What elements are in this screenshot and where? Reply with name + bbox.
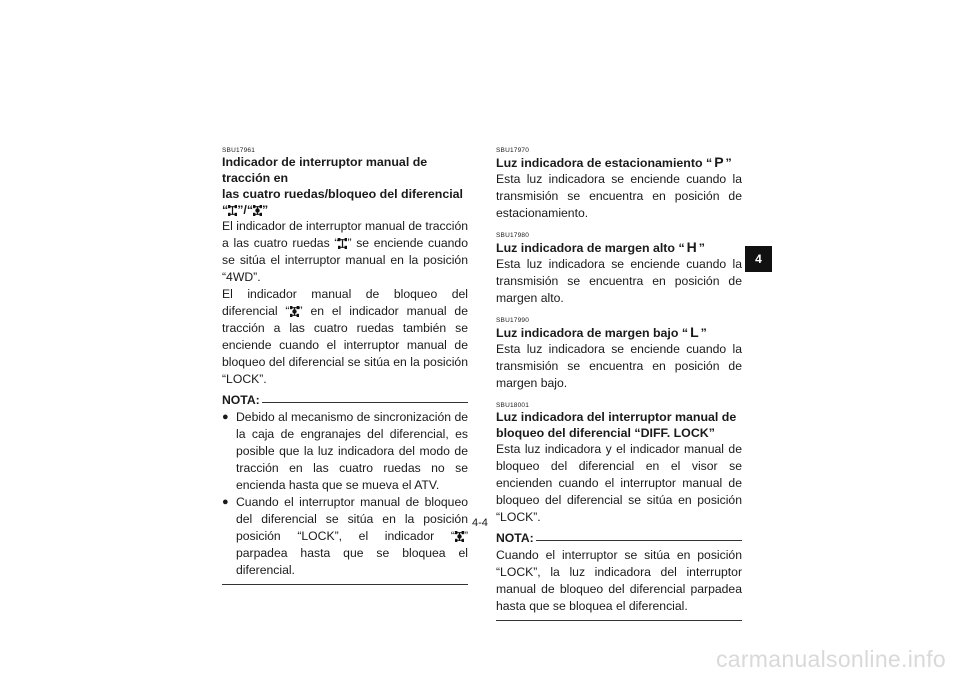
paragraph-diff-lock: El indicador manual de bloqueo del diferencial “ ” en el indicador manual de tracción a las cuatro ruedas también se enciende cuando el interruptor manual de bloqueo del diferencial se sitúa en la posición “LOCK”. <box>222 287 468 386</box>
section-heading-parking: Luz indicadora de estacionamiento “ P ” <box>496 154 732 170</box>
note-end-divider <box>222 584 468 585</box>
note-label: NOTA: <box>496 531 534 545</box>
list-item: ● Debido al mecanismo de sincronización de la caja de engranajes del diferencial, es posible que la luz indicadora del modo de tracción en las cuatro ruedas no se encienda hasta que se mueva el ATV. <box>222 410 468 492</box>
note-header <box>222 392 468 409</box>
note-divider <box>536 540 742 541</box>
section-heading-diff-lock: Luz indicadora del interruptor manual de bloqueo del diferencial “DIFF. LOCK” <box>496 410 737 440</box>
section-code: SBU17970 <box>496 147 530 154</box>
section-code: SBU17961 <box>222 147 256 154</box>
chapter-tab: 4 <box>745 246 772 272</box>
section-heading-high-range: Luz indicadora de margen alto “ H ” <box>496 239 705 255</box>
paragraph-4wd: El indicador de interruptor manual de tracción a las cuatro ruedas “ ” se enciende cuando se sitúa el interruptor manual en la posición “4WD”. <box>222 219 468 284</box>
list-item: ● Cuando el interruptor manual de bloqueo del diferencial se sitúa en la posición posición “LOCK”, el indicador “ ” parpadea hasta que se bloquea el diferencial. <box>222 495 468 577</box>
section-code: SBU17980 <box>496 232 530 239</box>
note-divider <box>262 402 468 403</box>
differential-lock-icon <box>290 306 299 317</box>
note-body: Cuando el interruptor se sitúa en posición “LOCK”, la luz indicadora del interruptor manual de bloqueo del diferencial parpadea hasta que se bloquea el diferencial. <box>496 548 742 613</box>
paragraph-high-range: Esta luz indicadora se enciende cuando la transmisión se encuentra en posición de margen alto. <box>496 257 742 305</box>
paragraph-diff-lock-light: Esta luz indicadora y el indicador manual de bloqueo del diferencial en el visor se encienden cuando el interruptor manual de bloqueo del diferencial se sitúa en posición “LOCK”. <box>496 442 742 524</box>
watermark: carmanualsonline.info <box>715 646 946 672</box>
note-label: NOTA: <box>222 393 260 407</box>
differential-lock-icon <box>253 205 262 216</box>
section-code: SBU17990 <box>496 317 530 324</box>
four-wheel-drive-icon <box>228 205 237 216</box>
bullet-icon: ● <box>222 496 229 508</box>
page-number: 4-4 <box>472 517 488 529</box>
note-end-divider <box>496 620 742 621</box>
left-column <box>222 147 468 585</box>
paragraph-parking: Esta luz indicadora se enciende cuando la transmisión se encuentra en posición de estacionamiento. <box>496 172 742 220</box>
paragraph-low-range: Esta luz indicadora se enciende cuando la transmisión se encuentra en posición de margen bajo. <box>496 342 742 390</box>
high-range-indicator-icon: H <box>686 239 697 255</box>
parking-indicator-icon: P <box>714 154 724 170</box>
section-heading-low-range: Luz indicadora de margen bajo “ L ” <box>496 324 707 340</box>
note-header <box>496 530 742 547</box>
section-code: SBU18001 <box>496 402 530 409</box>
bullet-icon: ● <box>222 411 229 423</box>
differential-lock-icon <box>455 531 464 542</box>
right-column <box>496 147 742 621</box>
section-heading-4wd-diff: Indicador de interruptor manual de tracción en las cuatro ruedas/bloqueo del diferencial “ ”/“ ” <box>222 155 463 217</box>
low-range-indicator-icon: L <box>690 324 699 340</box>
